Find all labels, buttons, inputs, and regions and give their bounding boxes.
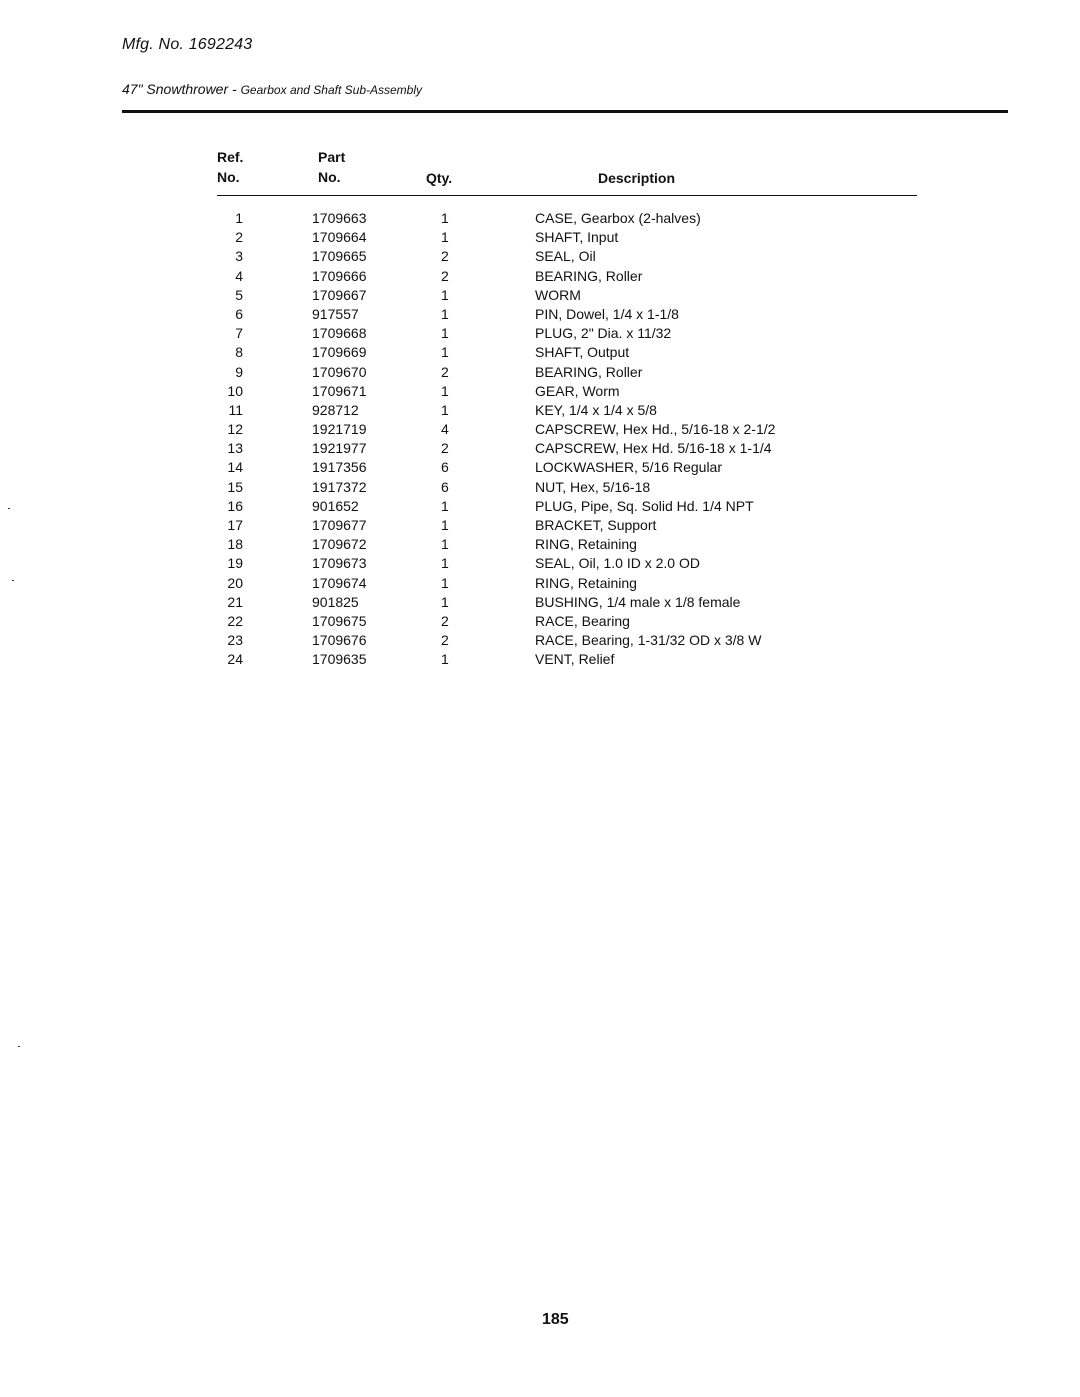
subtitle-sub: Gearbox and Shaft Sub-Assembly xyxy=(240,83,423,97)
cell-ref: 7 xyxy=(235,325,243,342)
cell-part-no: 1709635 xyxy=(312,651,367,668)
col-header-part-line1: Part xyxy=(318,149,346,165)
cell-description: RACE, Bearing, 1-31/32 OD x 3/8 W xyxy=(535,632,762,649)
cell-ref: 17 xyxy=(227,517,243,533)
manufacturer-number: Mfg. No. 1692243 xyxy=(122,36,253,53)
table-row xyxy=(0,228,1080,247)
cell-ref: 9 xyxy=(235,363,243,380)
cell-part-no: 1709674 xyxy=(312,574,367,591)
cell-description: LOCKWASHER, 5/16 Regular xyxy=(535,459,722,476)
cell-description: RING, Retaining xyxy=(535,536,637,553)
table-row xyxy=(0,420,1080,439)
cell-qty: 1 xyxy=(441,325,449,342)
cell-part-no: 1917372 xyxy=(312,478,367,495)
cell-qty: 1 xyxy=(441,517,449,533)
table-row xyxy=(0,305,1080,324)
cell-ref: 19 xyxy=(227,555,243,572)
cell-description: WORM xyxy=(535,286,581,303)
table-row xyxy=(0,343,1080,362)
cell-ref: 12 xyxy=(227,421,243,438)
cell-description: CAPSCREW, Hex Hd. 5/16-18 x 1-1/4 xyxy=(535,440,772,457)
cell-ref: 1 xyxy=(235,210,243,226)
cell-qty: 6 xyxy=(441,459,449,476)
cell-ref: 8 xyxy=(235,344,243,361)
cell-qty: 2 xyxy=(441,612,449,629)
cell-part-no: 1709673 xyxy=(312,555,367,572)
page-number: 185 xyxy=(542,1311,569,1328)
cell-qty: 6 xyxy=(441,478,449,495)
cell-part-no: 1709664 xyxy=(312,229,367,246)
cell-qty: 1 xyxy=(441,593,449,610)
col-header-qty: Qty. xyxy=(426,170,453,186)
cell-description: BRACKET, Support xyxy=(535,517,657,533)
scan-speck xyxy=(18,1046,20,1047)
table-row xyxy=(0,516,1080,535)
cell-part-no: 901825 xyxy=(312,593,359,610)
cell-part-no: 1709665 xyxy=(312,248,367,265)
cell-part-no: 901652 xyxy=(312,497,359,514)
cell-ref: 10 xyxy=(227,382,243,399)
cell-qty: 1 xyxy=(441,305,449,322)
cell-qty: 2 xyxy=(441,632,449,649)
col-header-ref-line1: Ref. xyxy=(217,149,244,165)
cell-ref: 21 xyxy=(227,593,243,610)
table-row xyxy=(0,478,1080,497)
cell-part-no: 1709666 xyxy=(312,267,367,284)
table-row xyxy=(0,247,1080,266)
subtitle-main: 47" Snowthrower - xyxy=(122,81,241,97)
cell-qty: 1 xyxy=(441,574,449,591)
cell-description: GEAR, Worm xyxy=(535,382,620,399)
cell-ref: 22 xyxy=(227,612,243,629)
table-row xyxy=(0,439,1080,458)
cell-qty: 1 xyxy=(441,344,449,361)
cell-qty: 1 xyxy=(441,555,449,572)
cell-qty: 2 xyxy=(441,440,449,457)
cell-qty: 1 xyxy=(441,497,449,514)
cell-part-no: 1709670 xyxy=(312,363,367,380)
cell-part-no: 1709675 xyxy=(312,612,367,629)
cell-qty: 1 xyxy=(441,229,449,246)
cell-qty: 1 xyxy=(441,382,449,399)
col-header-description: Description xyxy=(598,170,676,186)
cell-ref: 18 xyxy=(227,536,243,553)
table-header-rule xyxy=(217,195,917,196)
table-row xyxy=(0,631,1080,650)
table-row xyxy=(0,497,1080,516)
parts-table xyxy=(0,209,1080,670)
cell-description: BEARING, Roller xyxy=(535,267,643,284)
cell-part-no: 1709677 xyxy=(312,517,367,533)
table-row xyxy=(0,267,1080,286)
cell-qty: 2 xyxy=(441,267,449,284)
table-row xyxy=(0,401,1080,420)
cell-ref: 2 xyxy=(235,229,243,246)
cell-part-no: 1709676 xyxy=(312,632,367,649)
cell-part-no: 1709667 xyxy=(312,286,367,303)
cell-ref: 5 xyxy=(235,286,243,303)
cell-description: BUSHING, 1/4 male x 1/8 female xyxy=(535,593,741,610)
cell-part-no: 1921977 xyxy=(312,440,367,457)
page-subtitle xyxy=(122,81,422,97)
cell-qty: 1 xyxy=(441,401,449,418)
cell-ref: 13 xyxy=(227,440,243,457)
col-header-part xyxy=(318,147,345,187)
cell-part-no: 1709671 xyxy=(312,382,367,399)
cell-description: SHAFT, Output xyxy=(535,344,630,361)
col-header-ref-line2: No. xyxy=(217,169,240,185)
cell-part-no: 1709672 xyxy=(312,536,367,553)
table-row xyxy=(0,363,1080,382)
cell-description: PLUG, Pipe, Sq. Solid Hd. 1/4 NPT xyxy=(535,497,754,514)
scan-speck xyxy=(12,580,14,581)
table-row xyxy=(0,574,1080,593)
table-row xyxy=(0,209,1080,228)
cell-description: SEAL, Oil xyxy=(535,248,596,265)
cell-description: PIN, Dowel, 1/4 x 1-1/8 xyxy=(535,305,679,322)
cell-description: CASE, Gearbox (2-halves) xyxy=(535,210,701,226)
cell-part-no: 1917356 xyxy=(312,459,367,476)
table-row xyxy=(0,554,1080,573)
table-row xyxy=(0,650,1080,669)
table-row xyxy=(0,593,1080,612)
cell-qty: 2 xyxy=(441,363,449,380)
cell-ref: 24 xyxy=(227,651,243,668)
cell-description: RING, Retaining xyxy=(535,574,637,591)
cell-part-no: 917557 xyxy=(312,305,359,322)
cell-qty: 2 xyxy=(441,248,449,265)
cell-ref: 4 xyxy=(235,267,243,284)
header-rule xyxy=(122,110,1008,113)
cell-description: VENT, Relief xyxy=(535,651,615,668)
cell-part-no: 1921719 xyxy=(312,421,367,438)
cell-ref: 11 xyxy=(228,401,243,418)
cell-description: CAPSCREW, Hex Hd., 5/16-18 x 2-1/2 xyxy=(535,421,776,438)
col-header-part-line2: No. xyxy=(318,169,341,185)
cell-qty: 1 xyxy=(441,651,449,668)
cell-description: SHAFT, Input xyxy=(535,229,619,246)
cell-ref: 15 xyxy=(227,478,243,495)
cell-ref: 6 xyxy=(235,305,243,322)
cell-description: PLUG, 2" Dia. x 11/32 xyxy=(535,325,672,342)
cell-description: BEARING, Roller xyxy=(535,363,643,380)
cell-description: NUT, Hex, 5/16-18 xyxy=(535,478,651,495)
scan-speck xyxy=(8,508,10,509)
cell-description: SEAL, Oil, 1.0 ID x 2.0 OD xyxy=(535,555,700,572)
cell-part-no: 1709668 xyxy=(312,325,367,342)
cell-qty: 1 xyxy=(441,286,449,303)
cell-ref: 16 xyxy=(227,497,243,514)
table-row xyxy=(0,286,1080,305)
cell-qty: 1 xyxy=(441,210,449,226)
table-row xyxy=(0,535,1080,554)
table-row xyxy=(0,458,1080,477)
table-row xyxy=(0,324,1080,343)
cell-ref: 20 xyxy=(227,574,243,591)
cell-qty: 4 xyxy=(441,421,449,438)
cell-part-no: 1709669 xyxy=(312,344,367,361)
cell-description: RACE, Bearing xyxy=(535,612,630,629)
table-row xyxy=(0,612,1080,631)
cell-part-no: 928712 xyxy=(312,401,359,418)
cell-ref: 3 xyxy=(235,248,243,265)
cell-ref: 23 xyxy=(227,632,243,649)
table-row xyxy=(0,382,1080,401)
cell-description: KEY, 1/4 x 1/4 x 5/8 xyxy=(535,401,657,418)
col-header-ref xyxy=(217,147,243,187)
cell-qty: 1 xyxy=(441,536,449,553)
cell-ref: 14 xyxy=(227,459,243,476)
cell-part-no: 1709663 xyxy=(312,210,367,226)
